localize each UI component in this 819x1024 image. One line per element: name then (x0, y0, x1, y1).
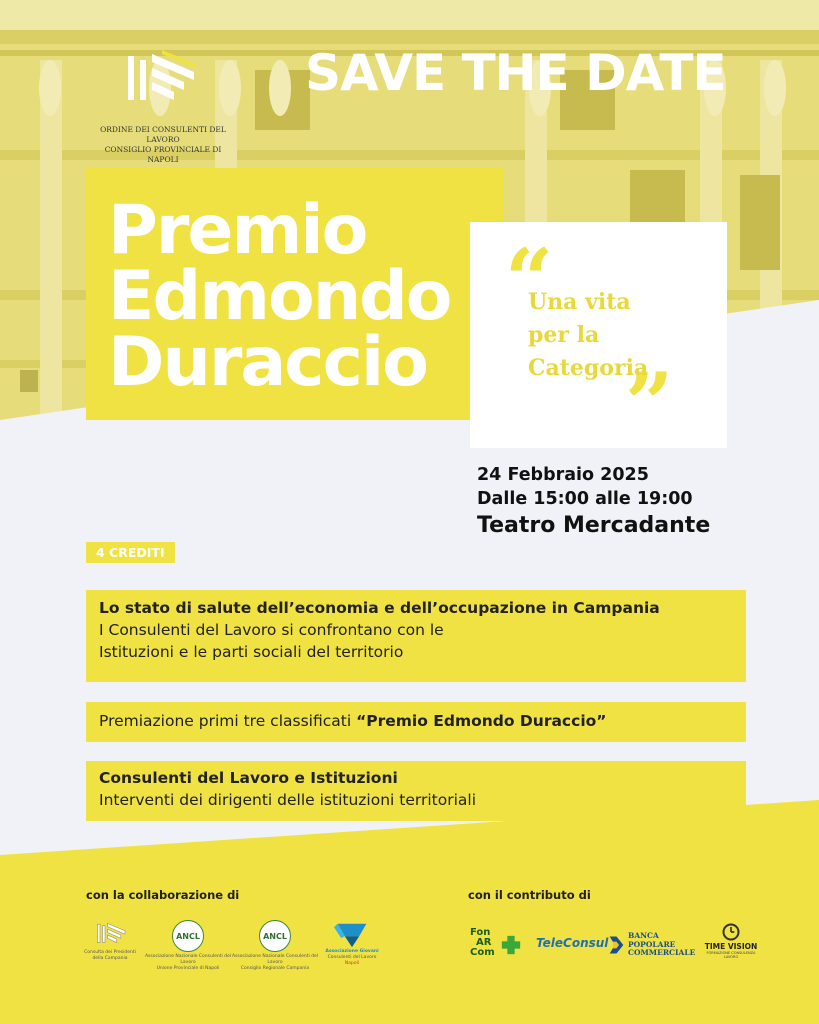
event-time: Dalle 15:00 alle 19:00 (477, 489, 693, 509)
agenda-item-2 (86, 702, 746, 742)
agenda-item-3 (86, 761, 746, 821)
collab-logo-ancl-campania-caption2: Consiglio Regionale Campania (240, 966, 310, 971)
collab-logo-giovani-caption3: Napoli (344, 961, 360, 966)
agenda-item-1-line1: I Consulenti del Lavoro si confrontano con le (99, 621, 444, 639)
order-logo-mark-icon (118, 46, 198, 118)
collab-logo-giovani (320, 920, 384, 967)
ancl-badge-text: ANCL (263, 931, 287, 941)
collab-logo-consulta-caption1: Consulta dei Presidenti (84, 950, 136, 955)
org-name-line2: CONSIGLIO PROVINCIALE DI NAPOLI (104, 145, 222, 164)
agenda-item-1-line2: Istituzioni e le parti sociali del territorio (99, 643, 404, 661)
collab-logo-giovani-caption1: Associazione Giovani (325, 949, 379, 954)
event-title-line1: Premio (108, 191, 367, 270)
collab-logo-ancl-napoli-caption2: Unione Provinciale di Napoli (156, 966, 220, 971)
tagline-line2: per la (528, 322, 600, 348)
org-name-line1: ORDINE DEI CONSULENTI DEL LAVORO (100, 125, 226, 144)
save-the-date-heading: SAVE THE DATE (305, 44, 726, 102)
banca-line2: POPOLARE (628, 939, 676, 949)
collab-logo-ancl-napoli-caption1: Associazione Nazionale Consulenti del Lavoro (144, 954, 232, 965)
agenda-item-3-line1: Interventi dei dirigenti delle istituzioni territoriali (99, 791, 477, 809)
banca-line3: COMMERCIALE (628, 948, 696, 957)
agenda-item-2-highlight: “Premio Edmondo Duraccio” (356, 712, 607, 730)
collaboration-heading: con la collaborazione di (86, 888, 240, 902)
ancl-badge-icon (172, 920, 204, 952)
collab-logo-ancl-campania (230, 920, 320, 972)
collab-logo-ancl-campania-caption1: Associazione Nazionale Consulenti del Lavoro (231, 954, 319, 965)
tagline-line1: Una vita (528, 289, 631, 315)
open-quote-icon: “ (505, 230, 554, 329)
consulta-logo-icon (93, 920, 127, 950)
giovani-logo-icon (334, 920, 370, 949)
event-venue: Teatro Mercadante (477, 513, 711, 538)
ancl-badge-icon (259, 920, 291, 952)
tagline-line3: Categoria (528, 355, 649, 381)
fonarcom-line3: Com (470, 947, 495, 958)
agenda-item-3-title: Consulenti del Lavoro e Istituzioni (99, 769, 398, 787)
collab-logo-ancl-napoli (143, 920, 233, 972)
contribution-heading: con il contributo di (468, 888, 591, 902)
ancl-badge-text: ANCL (176, 931, 200, 941)
order-logo (118, 46, 198, 118)
banca-line1: BANCA (628, 931, 659, 940)
collab-logo-giovani-caption2: Consulenti del Lavoro (327, 955, 377, 960)
agenda-item-1 (86, 590, 746, 682)
event-title-line2: Edmondo (108, 257, 451, 336)
time-vision-logo (700, 922, 762, 959)
collab-logo-consulta (80, 920, 140, 962)
banca-popolare-logo (608, 932, 698, 962)
banca-logo-icon (608, 934, 625, 956)
fonarcom-logo (470, 928, 525, 964)
time-vision-clock-icon (721, 922, 741, 942)
fonarcom-line1: Fon (470, 927, 491, 938)
time-vision-name: TIME VISION (704, 942, 758, 951)
collab-logo-consulta-caption2: della Campania (92, 956, 128, 961)
teleconsul-logo: TeleConsul (536, 936, 609, 950)
agenda-item-1-title: Lo stato di salute dell’economia e dell’occupazione in Campania (99, 599, 660, 617)
event-title-line3: Duraccio (108, 323, 427, 402)
agenda-item-2-text: Premiazione primi tre classificati (99, 712, 357, 730)
credits-badge: 4 CREDITI (86, 542, 175, 563)
plus-cross-icon (500, 934, 522, 956)
event-details (477, 463, 710, 538)
time-vision-sub: FORMAZIONE CONSULENZA LAVORO (706, 951, 756, 959)
event-title (108, 191, 451, 402)
tagline (528, 286, 648, 385)
close-quote-icon: ” (625, 354, 674, 453)
fonarcom-line2: AR (476, 937, 492, 948)
event-date: 24 Febbraio 2025 (477, 465, 649, 485)
